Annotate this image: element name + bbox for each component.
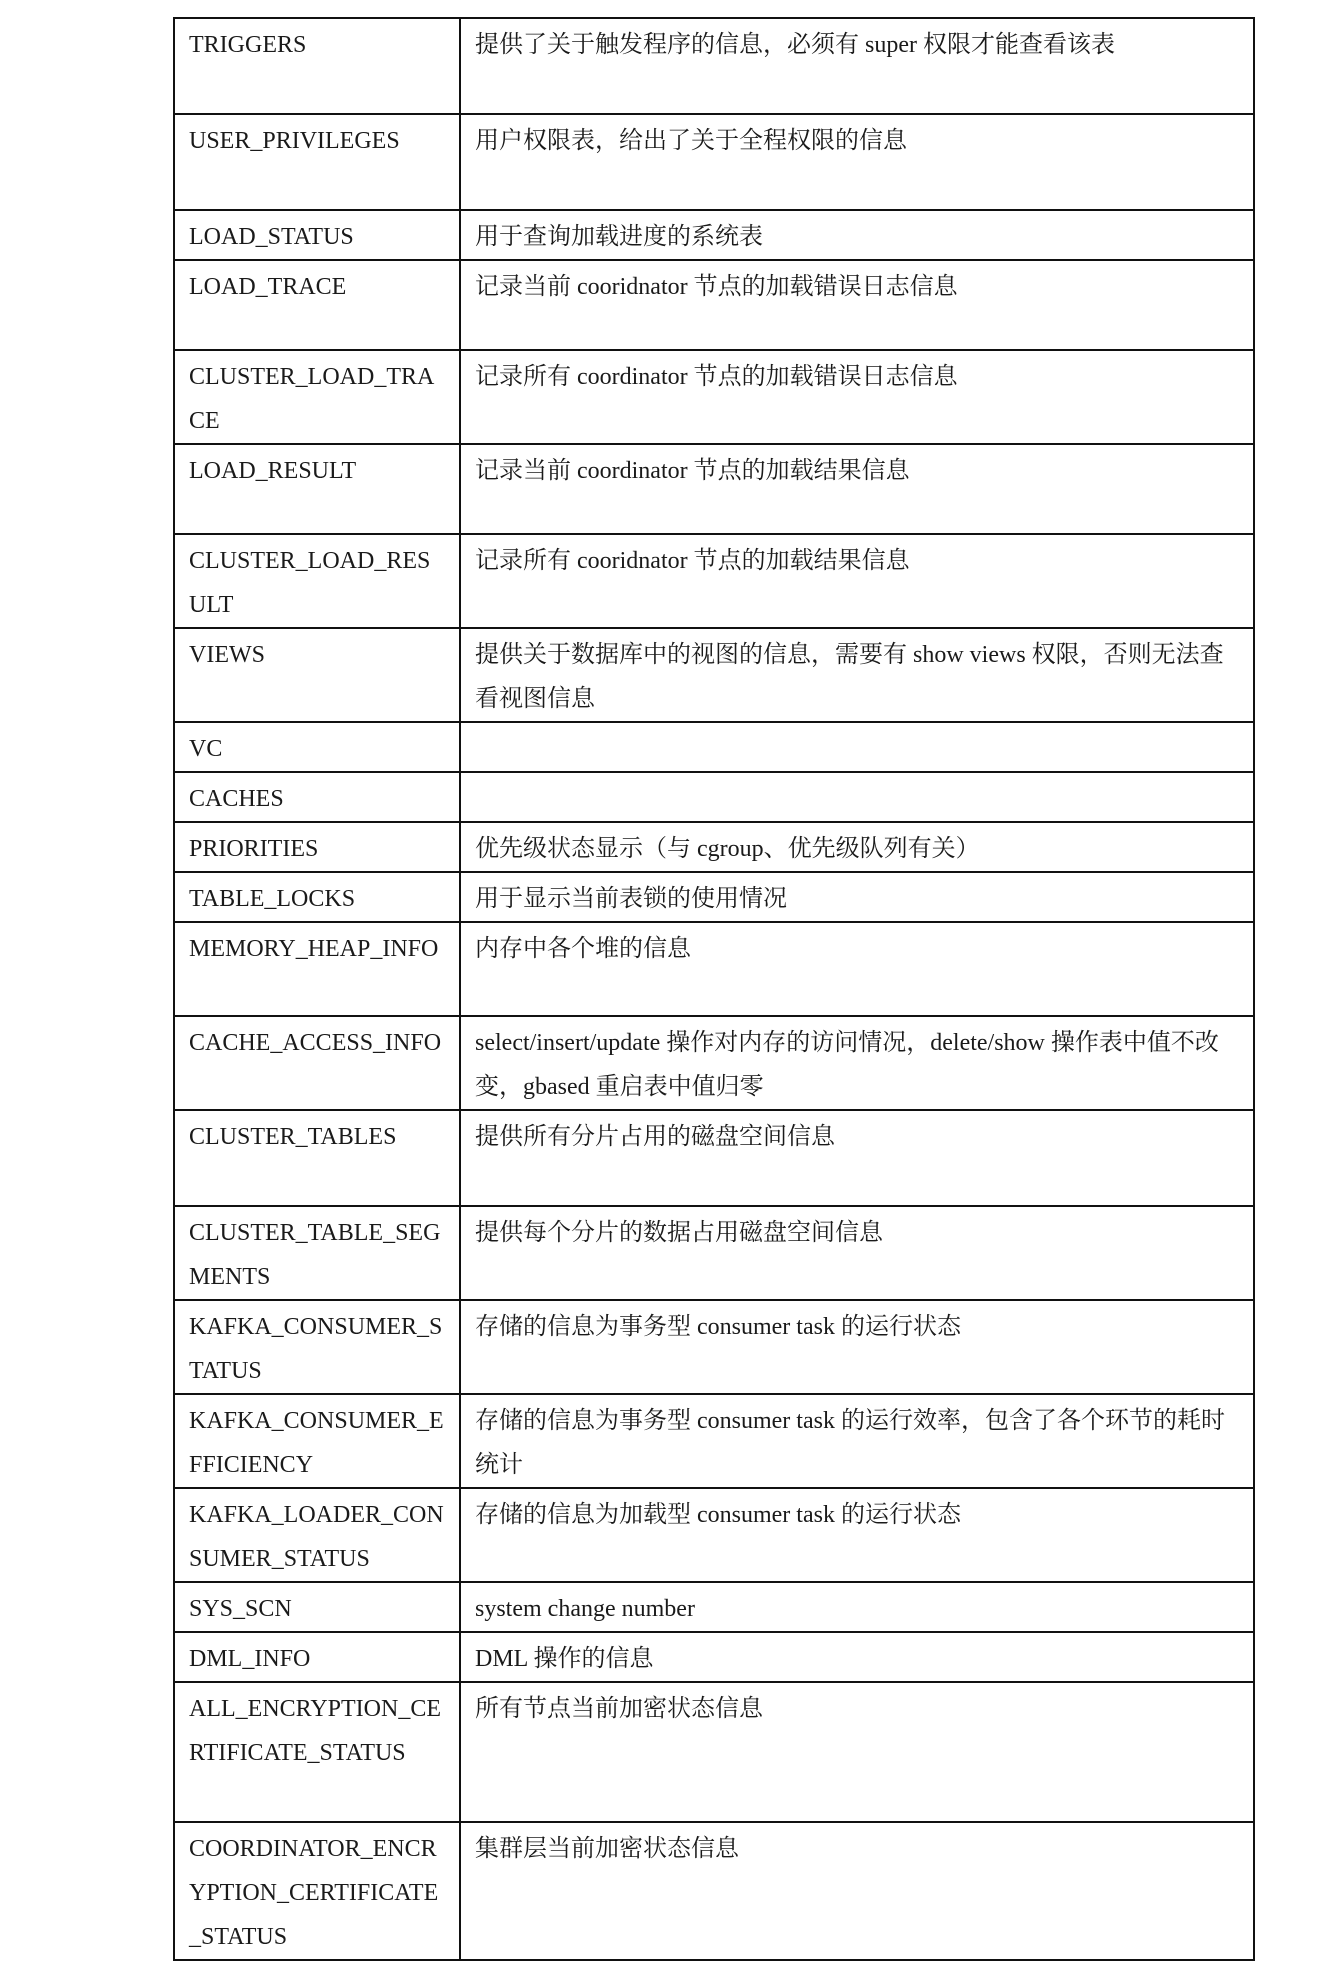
table-row (174, 260, 1254, 350)
table-desc-cell (460, 444, 1254, 534)
table-desc-cell (460, 1582, 1254, 1632)
table-desc-cell (460, 1300, 1254, 1394)
table-description: 记录当前 coordinator 节点的加载结果信息 (475, 458, 910, 484)
table-name-cell (174, 260, 460, 350)
table-name-cell (174, 1682, 460, 1822)
table-name: SYS_SCN (189, 1596, 292, 1622)
table-desc-cell (460, 1822, 1254, 1960)
table-name-cell (174, 1632, 460, 1682)
table-name: PRIORITIES (189, 836, 319, 862)
table-row (174, 18, 1254, 114)
table-name-cell (174, 534, 460, 628)
table-row (174, 534, 1254, 628)
table-desc-cell (460, 922, 1254, 1016)
table-row (174, 1822, 1254, 1960)
table-row (174, 722, 1254, 772)
table-desc-cell (460, 260, 1254, 350)
table-name-cell (174, 1206, 460, 1300)
table-name-cell (174, 1488, 460, 1582)
table-row (174, 872, 1254, 922)
table-desc-cell (460, 1206, 1254, 1300)
table-row (174, 628, 1254, 722)
table-description: 所有节点当前加密状态信息 (475, 1696, 763, 1722)
table-name: KAFKA_CONSUMER_STATUS (189, 1314, 443, 1384)
table-row (174, 1632, 1254, 1682)
table-name: CLUSTER_LOAD_RESULT (189, 548, 431, 618)
table-name: KAFKA_CONSUMER_EFFICIENCY (189, 1408, 444, 1478)
table-desc-cell (460, 1632, 1254, 1682)
table-desc-cell (460, 350, 1254, 444)
table-name-cell (174, 444, 460, 534)
table-description: 集群层当前加密状态信息 (475, 1836, 739, 1862)
table-desc-cell (460, 534, 1254, 628)
table-name: CACHES (189, 786, 284, 812)
table-name-cell (174, 1822, 460, 1960)
table-name-cell (174, 722, 460, 772)
table-description: DML 操作的信息 (475, 1646, 654, 1672)
table-description: 优先级状态显示（与 cgroup、优先级队列有关） (475, 836, 980, 862)
table-name-cell (174, 1110, 460, 1206)
table-row (174, 1016, 1254, 1110)
table-name: VC (189, 736, 223, 762)
table-name: LOAD_STATUS (189, 224, 354, 250)
table-name: LOAD_RESULT (189, 458, 357, 484)
system-table-list (173, 17, 1255, 1961)
table-row (174, 1682, 1254, 1822)
table-description: 用户权限表，给出了关于全程权限的信息 (475, 128, 907, 154)
table-row (174, 350, 1254, 444)
table-name: TABLE_LOCKS (189, 886, 356, 912)
table-row (174, 1394, 1254, 1488)
table-name: TRIGGERS (189, 32, 307, 58)
table-name-cell (174, 772, 460, 822)
table-row (174, 114, 1254, 210)
table-description: 用于显示当前表锁的使用情况 (475, 886, 787, 912)
table-name-cell (174, 18, 460, 114)
table-row (174, 1582, 1254, 1632)
table-name: VIEWS (189, 642, 265, 668)
table-name-cell (174, 1300, 460, 1394)
table-description: select/insert/update 操作对内存的访问情况，delete/show 操作表中值不改变，gbased 重启表中值归零 (475, 1030, 1219, 1100)
table-row (174, 444, 1254, 534)
table-desc-cell (460, 1016, 1254, 1110)
table-description: 记录所有 cooridnator 节点的加载结果信息 (475, 548, 910, 574)
table-description: 提供所有分片占用的磁盘空间信息 (475, 1124, 835, 1150)
table-desc-cell (460, 1110, 1254, 1206)
table-name: DML_INFO (189, 1646, 311, 1672)
table-name: CLUSTER_TABLES (189, 1124, 397, 1150)
table-row (174, 210, 1254, 260)
table-name-cell (174, 1582, 460, 1632)
table-name-cell (174, 1394, 460, 1488)
table-name-cell (174, 350, 460, 444)
table-desc-cell (460, 722, 1254, 772)
table-name-cell (174, 210, 460, 260)
table-desc-cell (460, 822, 1254, 872)
table-row (174, 1488, 1254, 1582)
table-name-cell (174, 628, 460, 722)
table-name: ALL_ENCRYPTION_CERTIFICATE_STATUS (189, 1696, 441, 1766)
table-description: 提供每个分片的数据占用磁盘空间信息 (475, 1220, 883, 1246)
table-name: CLUSTER_TABLE_SEGMENTS (189, 1220, 441, 1290)
table-row (174, 1206, 1254, 1300)
table-desc-cell (460, 628, 1254, 722)
table-name-cell (174, 1016, 460, 1110)
table-name-cell (174, 872, 460, 922)
table-desc-cell (460, 1488, 1254, 1582)
table-row (174, 1110, 1254, 1206)
table-name: KAFKA_LOADER_CONSUMER_STATUS (189, 1502, 444, 1572)
table-name: CACHE_ACCESS_INFO (189, 1030, 442, 1056)
table-name: MEMORY_HEAP_INFO (189, 936, 439, 962)
table-row (174, 822, 1254, 872)
table-row (174, 772, 1254, 822)
table-description: 内存中各个堆的信息 (475, 936, 691, 962)
table-desc-cell (460, 872, 1254, 922)
table-description: 记录当前 cooridnator 节点的加载错误日志信息 (475, 274, 958, 300)
table-name: COORDINATOR_ENCRYPTION_CERTIFICATE_STATUS (189, 1836, 439, 1950)
table-name: USER_PRIVILEGES (189, 128, 400, 154)
table-description: 提供关于数据库中的视图的信息，需要有 show views 权限，否则无法查看视图信息 (475, 642, 1224, 712)
table-name-cell (174, 114, 460, 210)
table-desc-cell (460, 1394, 1254, 1488)
table-desc-cell (460, 210, 1254, 260)
table-desc-cell (460, 772, 1254, 822)
table-desc-cell (460, 114, 1254, 210)
table-name: CLUSTER_LOAD_TRACE (189, 364, 435, 434)
table-name-cell (174, 922, 460, 1016)
table-description: 存储的信息为事务型 consumer task 的运行状态 (475, 1314, 961, 1340)
table-desc-cell (460, 18, 1254, 114)
table-description: 提供了关于触发程序的信息，必须有 super 权限才能查看该表 (475, 32, 1115, 58)
table-name-cell (174, 822, 460, 872)
table-desc-cell (460, 1682, 1254, 1822)
table-row (174, 1300, 1254, 1394)
table-description: 存储的信息为事务型 consumer task 的运行效率，包含了各个环节的耗时统计 (475, 1408, 1225, 1478)
table-name: LOAD_TRACE (189, 274, 347, 300)
table-description: 存储的信息为加载型 consumer task 的运行状态 (475, 1502, 961, 1528)
table-description: 用于查询加载进度的系统表 (475, 224, 763, 250)
table-row (174, 922, 1254, 1016)
table-description: system change number (475, 1596, 695, 1622)
table-description: 记录所有 coordinator 节点的加载错误日志信息 (475, 364, 958, 390)
